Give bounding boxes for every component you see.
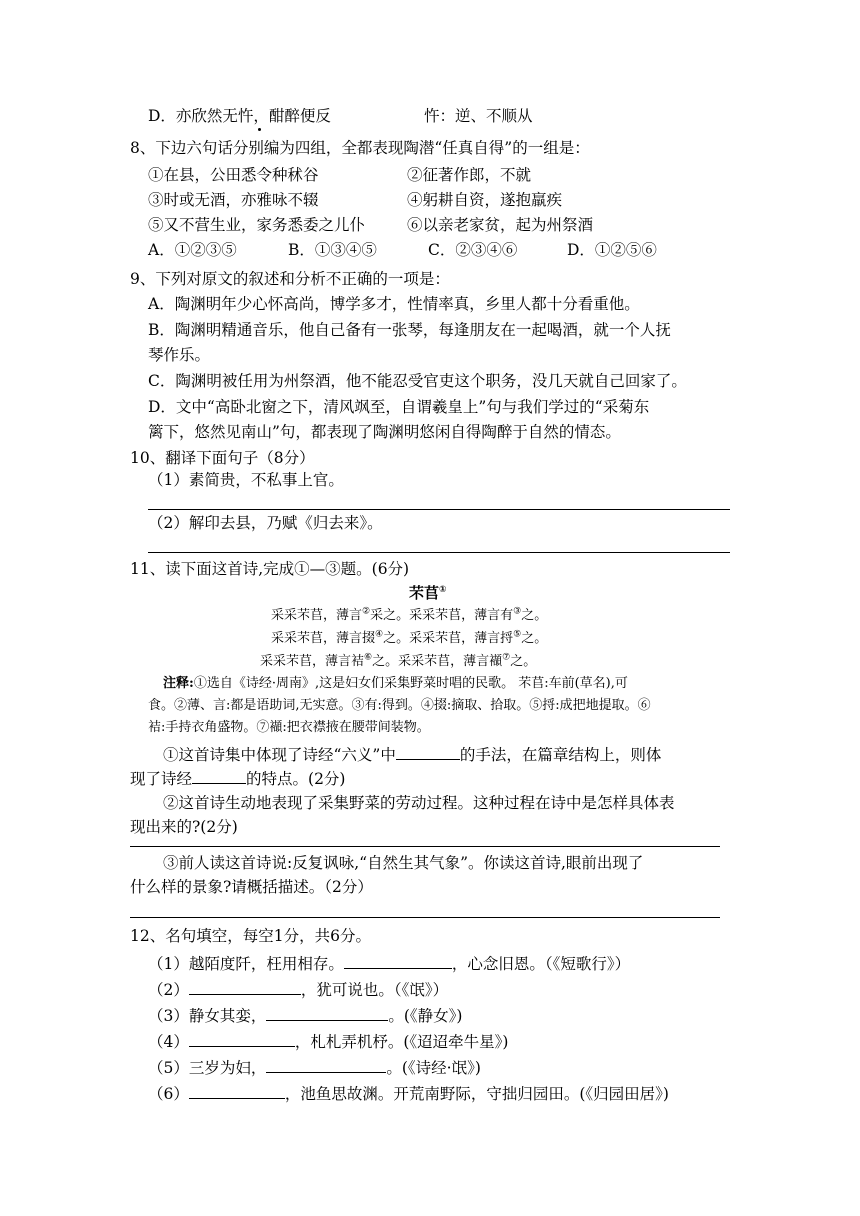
fill-blank[interactable] xyxy=(396,742,460,760)
q8-stem: 8、下边六句话分别编为四组，全都表现陶潜“任真自得”的一组是： xyxy=(130,139,590,157)
q8-sentence-2: ②征著作郎，不就 xyxy=(407,166,532,184)
answer-line-4[interactable] xyxy=(130,917,720,918)
poem-line-3: 采采芣苢，薄言袺⑥之。采采芣苢，薄言襭⑦之。 xyxy=(260,652,537,669)
q7-option-d: D．亦欣然无忤，酣醉便反 xyxy=(148,107,331,125)
q10-stem: 10、翻译下面句子（8分） xyxy=(130,449,315,467)
q8-sentence-3: ③时或无酒，亦雅咏不辍 xyxy=(148,191,319,209)
poem-title: 芣苢① xyxy=(409,584,447,602)
poem-line-1: 采采芣苢，薄言②采之。采采芣苢，薄言有③之。 xyxy=(271,606,548,623)
q10-sentence-1: （1）素简贵，不私事上官。 xyxy=(148,471,344,489)
emphasis-dot xyxy=(258,128,261,131)
poem-line-2: 采采芣苢，薄言掇④之。采采芣苢，薄言捋⑤之。 xyxy=(271,629,548,646)
fill-blank[interactable] xyxy=(266,1003,388,1021)
q11-stem: 11、读下面这首诗,完成①—③题。(6分) xyxy=(130,560,410,578)
q12-stem: 12、名句填空，每空1分，共6分。 xyxy=(130,927,371,945)
q11-sub1-line1: ①这首诗集中体现了诗经“六义”中 的手法，在篇章结构上，则体 xyxy=(163,742,661,766)
q8-sentence-4: ④躬耕自资，遂抱羸疾 xyxy=(407,191,563,209)
q9-option-a: A．陶渊明年少心怀高尚，博学多才，性情率真，乡里人都十分看重他。 xyxy=(148,295,640,313)
q8-sentence-6: ⑥以亲老家贫，起为州祭酒 xyxy=(407,216,594,234)
q9-stem: 9、下列对原文的叙述和分析不正确的一项是： xyxy=(130,270,450,288)
answer-line-3[interactable] xyxy=(130,846,720,847)
q8-option-a: A．①②③⑤ xyxy=(148,241,237,259)
answer-line-2[interactable] xyxy=(148,552,730,553)
q11-sub2-line1: ②这首诗生动地表现了采集野菜的劳动过程。这种过程在诗中是怎样具体表 xyxy=(163,794,675,812)
q12-item-1: （1）越陌度阡，枉用相存。 ，心念旧恩。（《短歌行》） xyxy=(148,951,630,975)
q12-item-2: （2） ，犹可说也。（《氓》） xyxy=(148,977,448,1001)
q12-item-6: （6） ，池鱼思故渊。开荒南野际，守拙归园田。(《归园田居》) xyxy=(148,1081,669,1105)
q8-option-b: B．①③④⑤ xyxy=(288,241,377,259)
fill-blank[interactable] xyxy=(344,951,452,969)
q8-option-c: C．②③④⑥ xyxy=(428,241,518,259)
fill-blank[interactable] xyxy=(266,1055,386,1073)
q7-option-d-gloss: 忤：逆、不顺从 xyxy=(424,107,533,125)
fill-blank[interactable] xyxy=(189,977,301,995)
q12-item-4: （4） ，札札弄机杼。(《迢迢牵牛星》) xyxy=(148,1029,508,1053)
fill-blank[interactable] xyxy=(189,1081,285,1099)
q9-option-b-line1: B．陶渊明精通音乐，他自己备有一张琴，每逢朋友在一起喝酒，就一个人抚 xyxy=(148,321,671,339)
q8-sentence-5: ⑤又不营生业，家务悉委之儿仆 xyxy=(148,216,366,234)
q11-sub3-line1: ③前人读这首诗说:反复讽咏,“自然生其气象”。你读这首诗,眼前出现了 xyxy=(163,854,644,872)
poem-notes-line-2: 食。②薄、言:都是语助词,无实意。③有:得到。④掇:摘取、拾取。⑤捋:成把地提取。⑥ xyxy=(148,698,651,713)
fill-blank[interactable] xyxy=(192,766,246,784)
poem-notes-line-1: 注释:①选自《诗经·周南》,这是妇女们采集野菜时唱的民歌。 芣苢:车前(草名),可 xyxy=(163,676,628,691)
fill-blank[interactable] xyxy=(189,1029,295,1047)
q12-item-5: （5）三岁为妇， 。(《诗经·氓》) xyxy=(148,1055,481,1079)
q9-option-b-line2: 琴作乐。 xyxy=(148,346,211,364)
q8-option-d: D．①②⑤⑥ xyxy=(567,241,657,259)
q8-sentence-1: ①在县，公田悉令种秫谷 xyxy=(148,166,319,184)
q9-option-c: C．陶渊明被任用为州祭酒，他不能忍受官吏这个职务，没几天就自己回家了。 xyxy=(148,372,687,390)
q11-sub2-line2: 现出来的?(2分) xyxy=(130,818,238,836)
answer-line-1[interactable] xyxy=(148,509,730,510)
q9-option-d-line2: 篱下，悠然见南山”句，都表现了陶渊明悠闲自得陶醉于自然的情态。 xyxy=(148,423,621,441)
q10-sentence-2: （2）解印去县，乃赋《归去来》。 xyxy=(148,514,383,532)
poem-notes-line-3: 袺:手持衣角盛物。⑦襭:把衣襟掖在腰带间装物。 xyxy=(148,720,430,735)
q11-sub1-line2: 现了诗经 的特点。(2分) xyxy=(130,766,345,790)
q11-sub3-line2: 什么样的景象?请概括描述。（2分） xyxy=(130,878,373,896)
q12-item-3: （3）静女其娈， 。(《静女》) xyxy=(148,1003,462,1027)
q9-option-d-line1: D．文中“高卧北窗之下，清风飒至，自谓羲皇上”句与我们学过的“采菊东 xyxy=(148,398,650,416)
